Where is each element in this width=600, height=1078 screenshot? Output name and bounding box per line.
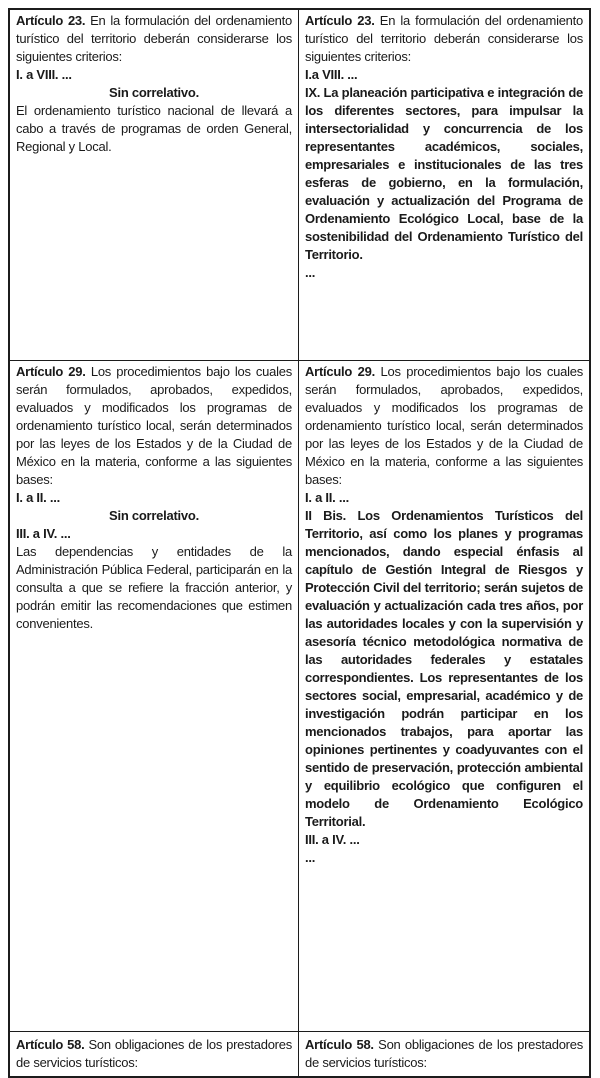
articulo29-current-paragraph: [16, 363, 292, 489]
cell-articulo29-proposed: [299, 361, 589, 1032]
articulo23-proposed-fractions: I.a VIII. ...: [305, 67, 358, 82]
articulo23-current-paragraph: [16, 12, 292, 66]
cell-articulo29-current: [10, 361, 299, 1032]
articulo23-proposed-body: En la formulación del ordenamiento turístico del territorio deberán considerarse los siguientes criterios:: [305, 13, 584, 64]
articulo29-current-fractions: I. a II. ...: [16, 490, 60, 505]
cell-articulo23-proposed: [299, 10, 589, 361]
articulo23-proposed-paragraph: [305, 12, 583, 66]
articulo29-proposed-fractions2: III. a IV. ...: [305, 832, 360, 847]
articulo23-current-closing: El ordenamiento turístico nacional de llevará a cabo a través de programas de orden General, Regional y Local.: [16, 103, 292, 154]
cell-articulo23-current: [10, 10, 299, 361]
articulo23-current-fractions: I. a VIII. ...: [16, 67, 72, 82]
cell-articulo58-current: [10, 1032, 299, 1076]
articulo29-current-fractions2: III. a IV. ...: [16, 526, 71, 541]
articulo23-current-label: Artículo 23.: [16, 13, 86, 28]
fraction-ix-paragraph: IX. La planeación participativa e integración de los diferentes sectores, para impulsar la intersectorialidad y concurrencia de los representantes académicos, sociales, empresariales e institucionales de las tres esferas de gobierno, en la formulación, evaluación y actualización del Programa de Ordenamiento Ecológico Local, base de la sostenibilidad del Ordenamiento Turístico del Territorio.: [305, 85, 583, 262]
articulo23-proposed-label: Artículo 23.: [305, 13, 375, 28]
articulo29-proposed-paragraph: [305, 363, 583, 489]
articulo58-proposed-body: Son obligaciones de los prestadores de servicios turísticos:: [305, 1037, 583, 1070]
sin-correlativo-r1: Sin correlativo.: [109, 85, 199, 100]
articulo29-proposed-ellipsis: ...: [305, 850, 316, 865]
articulo29-current-closing: Las dependencias y entidades de la Administración Pública Federal, participarán en la consulta a que se refiere la fracción anterior, y podrán emitir las recomendaciones que estimen convenientes.: [16, 544, 292, 631]
comparison-table: [8, 8, 591, 1078]
sin-correlativo-r2: Sin correlativo.: [109, 508, 199, 523]
articulo58-proposed-label: Artículo 58.: [305, 1037, 374, 1052]
articulo29-current-body: Los procedimientos bajo los cuales serán formulados, aprobados, expedidos, evaluados y modificados los programas de ordenamiento turístico local, serán determinados por las leyes de los Estados y de la Ciudad de México en la materia, conforme a las siguientes bases:: [16, 364, 293, 487]
articulo58-proposed-paragraph: [305, 1036, 583, 1072]
articulo29-proposed-fractions: I. a II. ...: [305, 490, 349, 505]
articulo23-current-body: En la formulación del ordenamiento turístico del territorio deberán considerarse los siguientes criterios:: [16, 13, 293, 64]
articulo58-current-label: Artículo 58.: [16, 1037, 85, 1052]
fraction-iibis-paragraph: II Bis. Los Ordenamientos Turísticos del Territorio, así como los planes y programas mencionados, dando especial énfasis al capítulo de Gestión Integral de Riesgos y Protección Civil del territorio; serán sujetos de evaluación y actualización cada tres años, por las autoridades locales y con la supervisión y asesoría técnico metodológica normativa de las autoridades federales y estatales correspondientes. Los representantes de los sectores social, empresarial, académico y de investigación podrán participar en los mencionados trabajos, para aportar las opiniones pertinentes y coadyuvantes con el sentido de preservación, protección ambiental y equilibrio ecológico que configuren el modelo de Ordenamiento Ecológico Territorial.: [305, 508, 583, 829]
articulo23-proposed-ellipsis: ...: [305, 265, 316, 280]
articulo58-current-paragraph: [16, 1036, 292, 1072]
articulo29-proposed-body: Los procedimientos bajo los cuales serán formulados, aprobados, expedidos, evaluados y modificados los programas de ordenamiento turístico local, serán determinados por las leyes de los Estados y de la Ciudad de México en la materia, conforme a las siguientes bases:: [305, 364, 584, 487]
articulo58-current-body: Son obligaciones de los prestadores de servicios turísticos:: [16, 1037, 292, 1070]
cell-articulo58-proposed: [299, 1032, 589, 1076]
articulo29-proposed-label: Artículo 29.: [305, 364, 375, 379]
articulo29-current-label: Artículo 29.: [16, 364, 86, 379]
